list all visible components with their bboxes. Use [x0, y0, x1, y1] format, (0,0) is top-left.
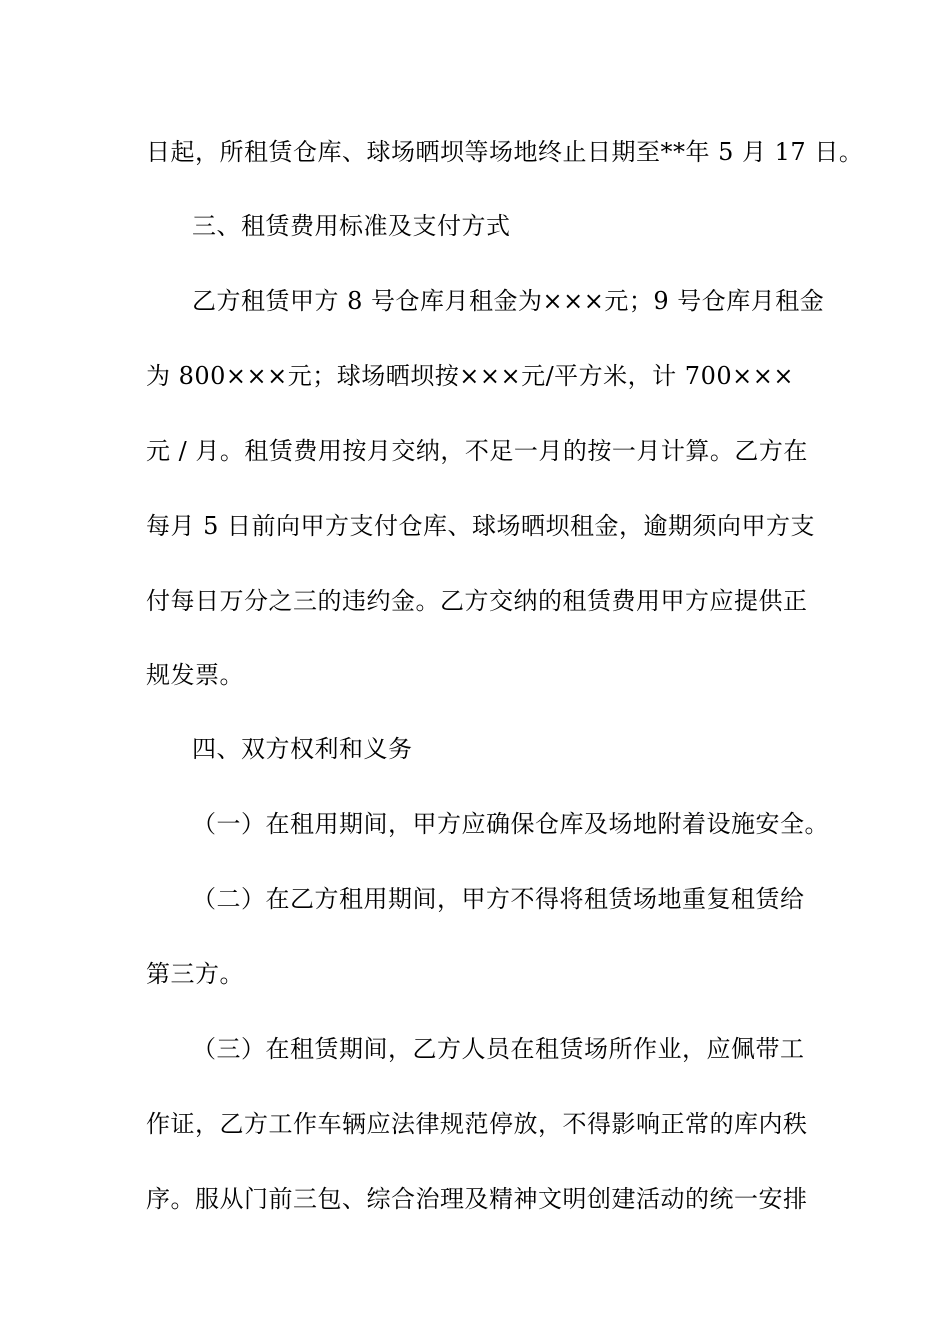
paragraph-line: 付每日万分之三的违约金。乙方交纳的租赁费用甲方应提供正 [146, 587, 808, 615]
section-heading: 四、双方权利和义务 [192, 735, 413, 763]
paragraph-line: 每月 5 日前向甲方支付仓库、球场晒坝租金，逾期须向甲方支 [146, 512, 816, 540]
paragraph-line: （二）在乙方租用期间，甲方不得将租赁场地重复租赁给 [192, 885, 805, 913]
paragraph-line: 日起，所租赁仓库、球场晒坝等场地终止日期至**年 5 月 17 日。 [146, 138, 864, 166]
paragraph-line: 元 / 月。租赁费用按月交纳，不足一月的按一月计算。乙方在 [146, 437, 808, 465]
paragraph-line: 为 800×××元；球场晒坝按×××元/平方米，计 700××× [146, 362, 794, 390]
paragraph-line: （三）在租赁期间，乙方人员在租赁场所作业，应佩带工 [192, 1035, 805, 1063]
paragraph-line: 第三方。 [146, 960, 244, 988]
paragraph-line: 序。服从门前三包、综合治理及精神文明创建活动的统一安排 [146, 1185, 808, 1213]
paragraph-line: 规发票。 [146, 661, 244, 689]
section-heading: 三、租赁费用标准及支付方式 [192, 212, 511, 240]
paragraph-line: 作证，乙方工作车辆应法律规范停放，不得影响正常的库内秩 [146, 1110, 808, 1138]
paragraph-line: （一）在租用期间，甲方应确保仓库及场地附着设施安全。 [192, 810, 829, 838]
paragraph-line: 乙方租赁甲方 8 号仓库月租金为×××元；9 号仓库月租金 [192, 287, 825, 315]
